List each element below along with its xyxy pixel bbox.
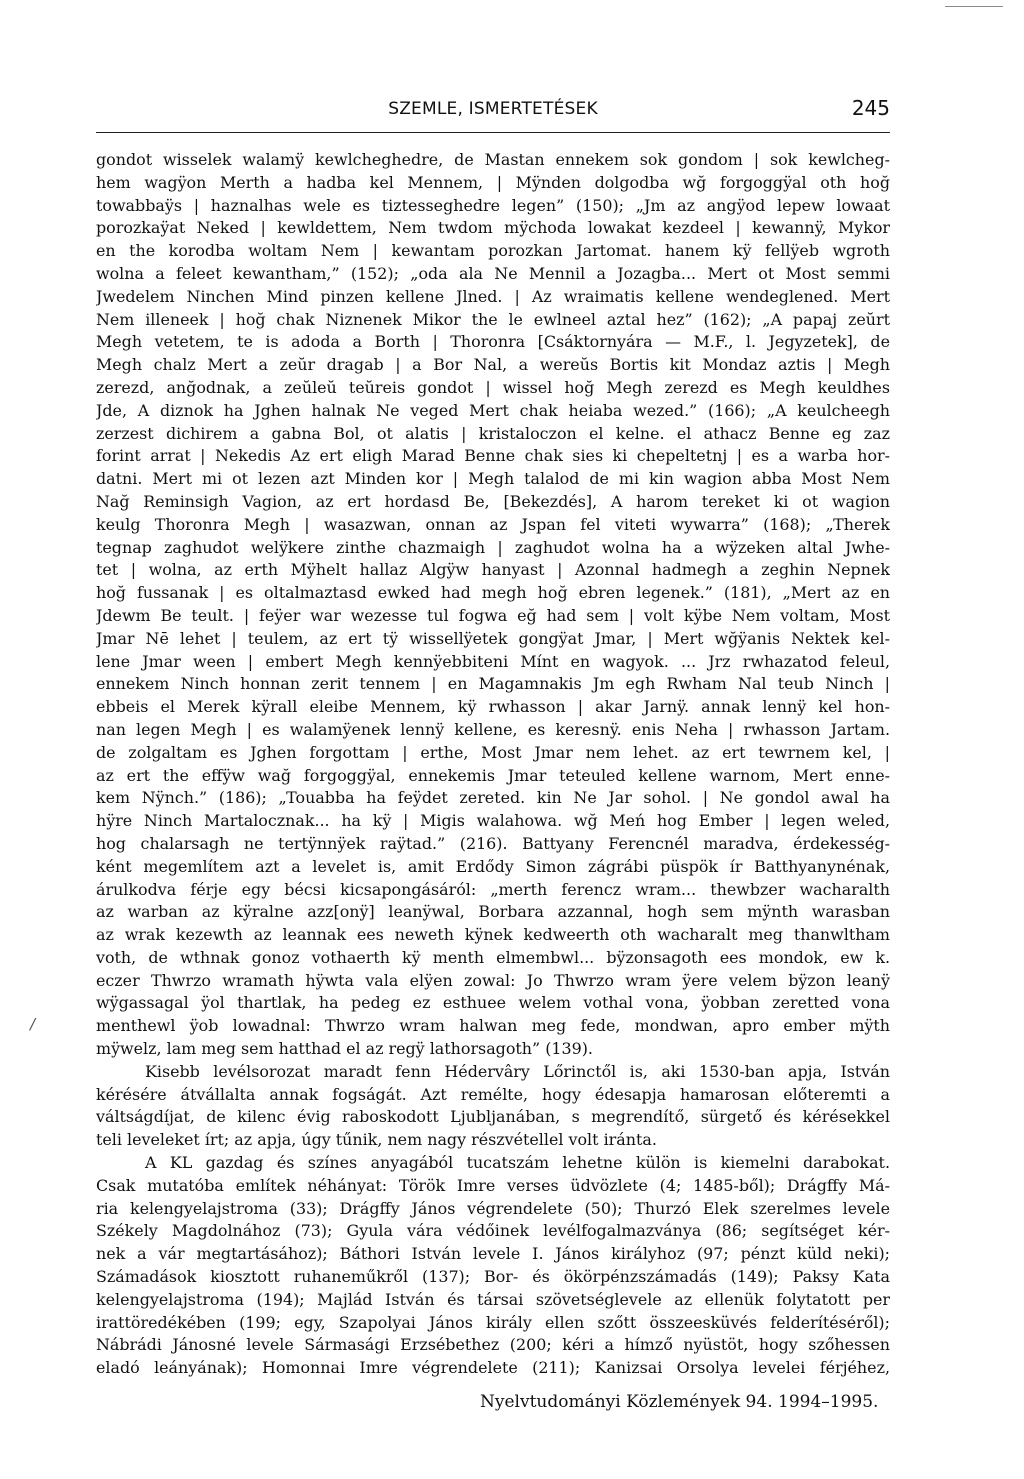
text-line: menthewl ÿob lowadnal: Thwrzo wram halwan meg fede, mondwan, apro ember mÿth — [96, 1016, 890, 1036]
page-header — [96, 96, 890, 133]
text-line: forint arrat | Nekedis Az ert eligh Marad Benne chak sies ki chepeltetnj | es a warba hor- — [96, 446, 890, 466]
text-line: kérésére átvállalta annak fogságát. Azt remélte, hogy édesapja hamarosan előteremti a — [96, 1084, 890, 1104]
text-line: gondot wisselek walamÿ kewlcheghedre, de Mastan ennekem sok gondom | sok kewlcheg- — [96, 150, 890, 169]
text-line: Számadások kiosztott ruhaneműkről (137); Bor- és ökörpénzszámadás (149); Paksy Kata — [96, 1267, 890, 1287]
text-line: keulg Thoronra Megh | wasazwan, onnan az Jspan fel viteti wywarra” (168); „Therek — [96, 514, 890, 534]
text-line: teli leveleket írt; az apja, úgy tűnik, nem nagy részvétellel volt iránta. — [96, 1130, 657, 1150]
text-line: nan legen Megh | es walamÿenek lennÿ kellene, es keresnÿ. enis Neha | rwhasson Jartam. — [96, 719, 890, 739]
text-line: towabbaÿs | haznalhas wele es tiztesseghedre legen” (150); „Jm az angÿod lepew lowaat — [96, 195, 890, 215]
text-line: A KL gazdag és színes anyagából tucatszám lehetne külön is kiemelni darabokat. — [145, 1153, 890, 1173]
text-line: nek a vár megtartásához); Báthori István levele I. János királyhoz (97; pénzt küld neki); — [96, 1244, 890, 1264]
text-line: Nábrádi Jánosné levele Sármasági Erzsébethez (200; kéri a hímző nyüstöt, hogy szőhessen — [96, 1335, 890, 1355]
text-line: hem wagÿon Merth a hadba kel Mennem, | Mÿnden dolgodba wğ forgoggÿal oth hoğ — [96, 172, 890, 192]
text-line: datni. Mert mi ot lezen azt Minden kor | Megh talalod de mi kin wagion abba Most Nem — [96, 469, 890, 489]
text-line: Kisebb levélsorozat maradt fenn Hédervâry Lőrinctől is, aki 1530-ban apja, István — [145, 1061, 890, 1081]
text-line: eladó leányának); Homonnai Imre végrendelete (211); Kanizsai Orsolya levelei férjéhez, — [96, 1358, 890, 1378]
text-line: az ert the effÿw wağ forgoggÿal, ennekemis Jmar teteuled kellene warnom, Mert enne- — [96, 765, 890, 785]
text-line: Megh chalz Mert a zeŭr dragab | a Bor Nal, a wereŭs Bortis kit Mondaz aztis | Megh — [96, 355, 890, 375]
text-line: tegnap zaghudot welÿkere zinthe chazmaigh | zaghudot wolna ha a wÿzeken altal Jwhe- — [96, 537, 890, 557]
text-line: az warban az kÿralne azz[onÿ] leanÿwal, Borbara azzannal, hogh sem mÿnth warasban — [96, 902, 890, 922]
text-line: váltságdíjat, de kilenc évig raboskodott Ljubljanában, s megrendítő, sürgető és kérésekkel — [96, 1107, 890, 1127]
text-line: tet | wolna, az erth Mÿhelt hallaz Algÿw hanyast | Azonnal hadmegh a zeghin Nepnek — [96, 560, 890, 580]
text-line: wÿgassagal ÿol thartlak, ha pedeg ez esthuee welem vothal vona, ÿobban zeretted vona — [96, 993, 890, 1013]
text-line: Jde, A diznok ha Jghen halnak Ne veged Mert chak heiaba wezed.” (166); „A keulcheegh — [96, 400, 890, 420]
text-line: Jwedelem Ninchen Mind pinzen kellene Jlned. | Az wraimatis kellene wendeglened. Mert — [96, 286, 890, 306]
text-line: mÿwelz, lam meg sem hatthad el az regÿ lathorsagoth” (139). — [96, 1039, 593, 1059]
text-line: hog chalarsagh ne tertÿnnÿek raÿtad.” (216). Battyany Ferencnél maradva, érdekesség- — [96, 833, 890, 853]
text-line: wolna a feleet kewantham,” (152); „oda ala Ne Mennil a Jozagba... Mert ot Most semmi — [96, 263, 890, 283]
text-line: hoğ fussanak | es oltalmaztasd ewked had megh hoğ ebren legenek.” (181), „Mert az en — [96, 583, 890, 603]
text-line: Nağ Reminsigh Vagion, az ert hordasd Be, [Bekezdés], A harom tereket ki ot wagion — [96, 491, 890, 511]
text-line: árulkodva férje egy bécsi kicsapongásáról: „merth ferencz wram... thewbzer wacharalth — [96, 879, 890, 899]
text-line: Jmar Nē lehet | teulem, az ert tÿ wissellÿetek gongÿat Jmar, | Mert wğÿanis Nektek kel- — [96, 628, 890, 648]
text-line: az wrak kezewth az leannak ees neweth kÿnek kedweerth oth wacharalt meg thanwltham — [96, 925, 890, 945]
text-line: voth, de wthnak gonoz vothaerth kÿ menth elmembwl... bÿzonsagoth ees mondok, ew k. — [96, 947, 890, 967]
text-line: kelengyelajstroma (194); Majlád István és társai szövetséglevele az ellenük folytatott per — [96, 1289, 890, 1309]
text-line: kem Nÿnch.” (186); „Touabba ha feÿdet zereted. kin Ne Jar sohol. | Ne gondol awal ha — [96, 788, 890, 808]
margin-mark: / — [30, 1015, 36, 1033]
text-line: en the korodba woltam Nem | kewantam porozkan Jartomat. hanem kÿ fellÿeb wgroth — [96, 241, 890, 261]
scan-edge-rule — [945, 6, 1003, 7]
text-line: hÿre Ninch Martalocznak... ha kÿ | Migis walahowa. wğ Meń hog Ember | legen weled, — [96, 811, 890, 831]
text-line: de zolgaltam es Jghen forgottam | erthe, Most Jmar nem lehet. az ert tewrnem kel, | — [96, 742, 890, 762]
text-line: ként megemlítem azt a levelet is, amit Erdődy Simon zágrábi püspök ír Batthyanynénak, — [96, 856, 890, 876]
text-line: lene Jmar ween | embert Megh kennÿebbiteni Mínt en wagyok. ... Jrz rwhazatod feleul, — [96, 651, 890, 671]
text-line: ennekem Ninch honnan zerit tennem | en Magamnakis Jm egh Rwham Nal teub Ninch | — [96, 674, 890, 694]
journal-footer: Nyelvtudományi Közlemények 94. 1994–1995. — [480, 1392, 879, 1412]
text-line: eczer Thwrzo wramath hÿwta vala elÿen zowal: Jo Thwrzo wram ÿere velem bÿzon leanÿ — [96, 970, 890, 990]
page-number: 245 — [851, 96, 890, 120]
text-line: ebbeis el Merek kÿrall eleibe Mennem, kÿ rwhasson | akar Jarnÿ. annak lennÿ kel hon- — [96, 697, 890, 717]
text-line: Csak mutatóba említek néhányat: Török Imre verses üdvözlete (4; 1485-ből); Drágffy Má- — [96, 1175, 890, 1195]
text-line: zerzest dichirem a gabna Bol, ot alatis | kristaloczon el kelne. el athacz Benne eg zaz — [96, 423, 890, 443]
running-head: SZEMLE, ISMERTETÉSEK — [388, 99, 598, 119]
body-text — [96, 149, 890, 1380]
text-line: porozkaÿat Neked | kewldettem, Nem twdom mÿchoda lowakat kezdeel | kewannÿ, Mykor — [96, 218, 890, 238]
text-line: ria kelengyelajstroma (33); Drágffy János végrendelete (50); Thurzó Elek szerelmes levele — [96, 1198, 890, 1218]
text-line: Jdewm Be teult. | feÿer war wezesse tul fogwa eğ had sem | volt kÿbe Nem voltam, Most — [96, 605, 890, 625]
text-line: zerezd, anğodnak, a zeŭleŭ teŭreis gondot | wissel hoğ Megh zerezd es Megh keuldhes — [96, 377, 890, 397]
text-line: Székely Magdolnához (73); Gyula vára védőinek levélfogalmazványa (86; segítséget kér- — [96, 1221, 890, 1241]
text-line: Nem illeneek | hoğ chak Niznenek Mikor the le ewlneel aztal hez” (162); „A papaj zeŭrt — [96, 309, 890, 329]
text-line: irattöredékében (199; egy, Szapolyai János király ellen szőtt összeesküvés felderítéséről); — [96, 1312, 890, 1332]
text-line: Megh vetetem, te is adoda a Borth | Thoronra [Csáktornyára — M.F., l. Jegyzetek], de — [96, 332, 890, 352]
